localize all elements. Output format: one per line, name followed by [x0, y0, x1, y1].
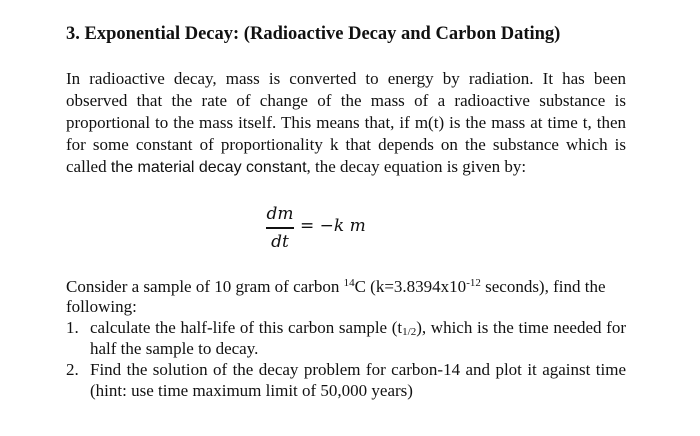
- problem-text-3: seconds), find the following:: [66, 277, 606, 316]
- decay-constant-exponent: -12: [466, 277, 481, 289]
- decay-constant-term: the material decay constant: [110, 159, 307, 176]
- fraction-denominator: dt: [271, 231, 289, 252]
- document-page: [66, 22, 626, 401]
- section-heading: 3. Exponential Decay: (Radioactive Decay and Carbon Dating): [66, 24, 561, 44]
- decay-equation: [66, 203, 626, 253]
- task-text: Find the solution of the decay problem for carbon-14 and plot it against time (hint: use time maximum limit of 50,000 years): [90, 360, 626, 400]
- task-text-start: calculate the half-life of this carbon sample (t: [90, 318, 403, 337]
- intro-text-end: , the decay equation is given by:: [306, 157, 527, 176]
- isotope-mass-number: 14: [343, 277, 355, 289]
- task-text-end: ), which is the time needed for half the sample to decay.: [90, 318, 627, 358]
- task-item-1: [66, 317, 626, 359]
- symbol-m: m: [349, 216, 366, 236]
- task-number: 2.: [66, 360, 79, 379]
- fraction-numerator: dm: [266, 204, 294, 224]
- equals-minus: = −: [300, 216, 334, 236]
- task-list: [66, 317, 626, 401]
- half-life-subscript: 1/2: [402, 326, 417, 338]
- problem-statement: [66, 277, 626, 317]
- equation-right-side: [300, 216, 366, 236]
- fraction-bar: [266, 227, 294, 229]
- derivative-fraction: [266, 203, 294, 253]
- intro-paragraph: [66, 68, 626, 179]
- problem-text-2: C (k=3.8394x10: [354, 277, 467, 296]
- task-number: 1.: [66, 318, 79, 337]
- problem-text-1: Consider a sample of 10 gram of carbon: [66, 277, 344, 296]
- task-item-2: [66, 359, 626, 401]
- symbol-k: k: [333, 216, 345, 236]
- intro-text-start: In radioactive decay, mass is converted to energy by radiation. It has been observed that the rate of change of the mass of a radioactive substance is proportional to the mass itself. This means that, if m(t) is the mass at time t, then for some constant of proportionality k that depends on the substance which is called: [66, 69, 626, 176]
